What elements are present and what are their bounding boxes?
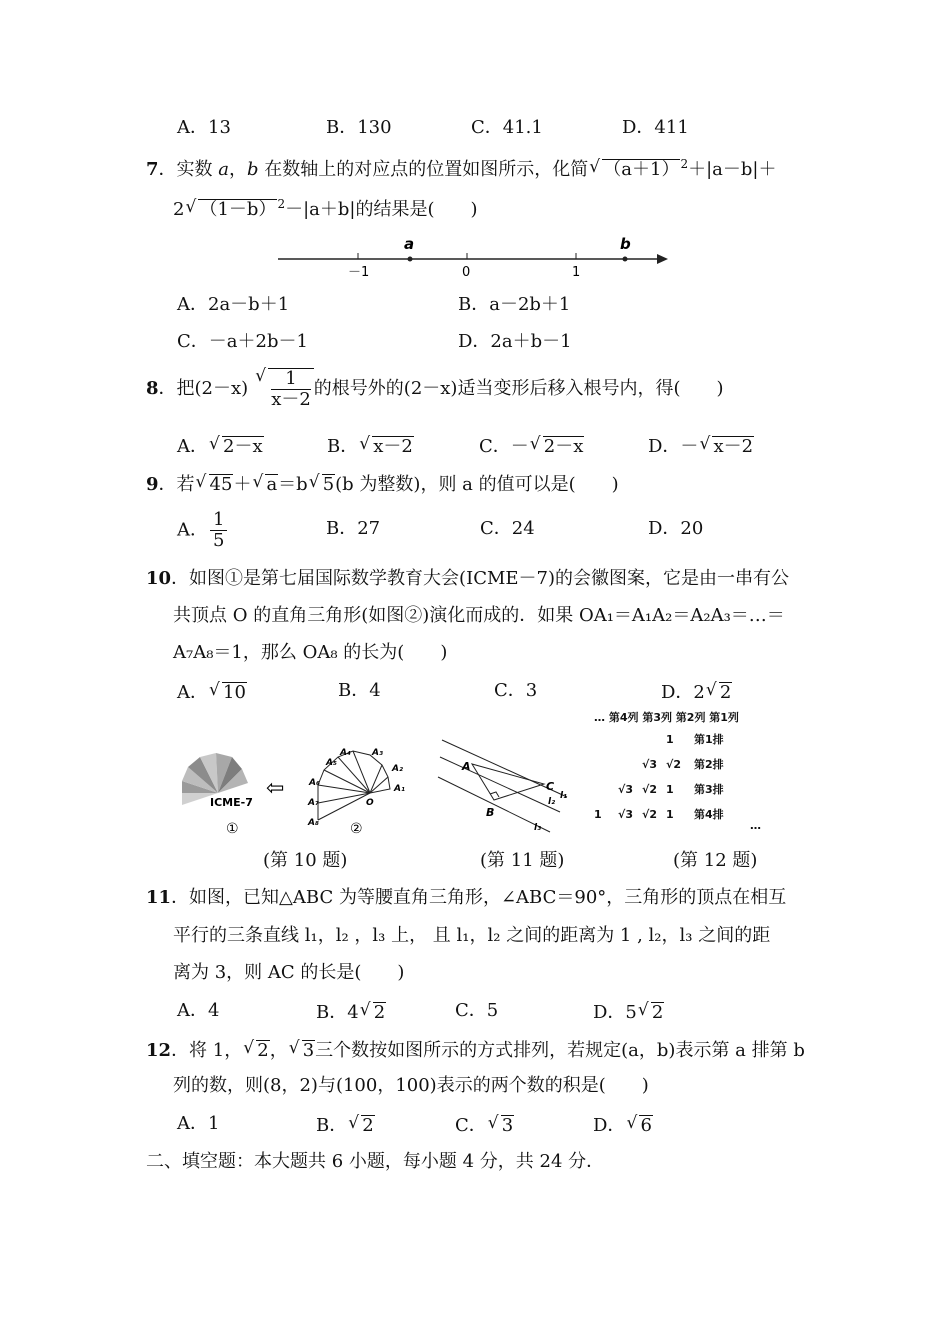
label-l3: l₃ — [534, 823, 542, 833]
q9-stem: 9．若√ 45＋√ a＝b√ 5(b 为整数)，则 a 的值可以是( ) — [146, 474, 619, 495]
tick-label-minus1: －1 — [348, 265, 370, 280]
point-a7: A₇ — [308, 798, 319, 808]
arrow-left-icon: ⇦ — [266, 776, 285, 801]
q7-line2: 2√ $(1-b)^2-|a+b|$的结果是( ) — [173, 198, 478, 220]
tick-label-1: 1 — [572, 265, 581, 280]
q9-option-a: A． $\frac{1}{5}$ — [177, 510, 229, 551]
icme-logo — [182, 753, 253, 809]
q12-option-b: B．√ 2 — [316, 1115, 375, 1136]
q7-option-d: D．2a＋b－1 — [458, 331, 572, 352]
point-a1: A₁ — [394, 784, 405, 794]
q7-option-a: A．2a－b＋1 — [177, 294, 290, 315]
caption-fig12: (第 12 题) — [673, 850, 758, 871]
q11-line2: 平行的三条直线 l₁，l₂ ，l₃ 上， 且 l₁，l₂ 之间的距离为 1 , l₂，l₃ 之间的距 — [173, 925, 771, 946]
point-o: O — [366, 798, 374, 808]
q10-line1: 10．如图①是第七届国际数学教育大会(ICME－7)的会徽图案，它是由一串有公 — [146, 568, 790, 589]
row-label-3: 第3排 — [694, 783, 724, 796]
point-a — [408, 257, 413, 262]
label-l2: l₂ — [548, 797, 556, 807]
q8-option-c: C．－√ 2－x — [479, 436, 584, 457]
q9-option-d: D．20 — [648, 518, 704, 539]
point-a4: A₄ — [340, 748, 351, 758]
q6-option-c: C．41.1 — [471, 117, 543, 138]
q8-option-d: D．－√ x－2 — [648, 436, 754, 457]
q9-option-c: C．24 — [480, 518, 535, 539]
q7-option-b: B．a－2b＋1 — [458, 294, 571, 315]
point-a5: A₅ — [326, 758, 337, 768]
number-line-figure — [270, 234, 680, 284]
label-b: b — [620, 235, 631, 253]
q9-option-b: B．27 — [326, 518, 381, 539]
q12-line1: 12．将 1，√ 2，√ 3三个数按如图所示的方式排列，若规定(a，b)表示第 a 排第 b — [146, 1040, 805, 1061]
row-label-1: 第1排 — [694, 733, 724, 746]
q12-line2: 列的数，则(8，2)与(100，100)表示的两个数的积是( ) — [173, 1075, 649, 1096]
figure-10 — [178, 745, 418, 837]
label-a: a — [404, 235, 415, 253]
q8-option-a: A．√ 2－x — [177, 436, 264, 457]
point-b — [623, 257, 628, 262]
point-a3: A₃ — [372, 748, 383, 758]
row-label-2: 第2排 — [694, 758, 724, 771]
q8-radical: √ $\frac{1}{x-2}$ — [268, 368, 314, 410]
q6-option-a: A．13 — [177, 117, 231, 138]
point-b: B — [486, 806, 495, 819]
figure-12-table: … 第4列 第3列 第2列 第1列 1 第1排 √3 √2 第2排 √3 √2 1 第3排 1 √3 √2 1 第4排 … — [594, 712, 774, 820]
table-header: … 第4列 第3列 第2列 第1列 — [594, 711, 739, 724]
q10-option-b: B．4 — [338, 680, 381, 701]
q12-option-c: C．√ 3 — [455, 1115, 514, 1136]
q11-line1: 11．如图，已知△ABC 为等腰直角三角形，∠ABC＝90°，三角形的顶点在相互 — [146, 887, 787, 908]
q12-option-a: A．1 — [177, 1113, 220, 1134]
icme-text: ICME-7 — [210, 796, 253, 809]
q8-stem: 8．把(2－x) √ $\frac{1}{x-2}$ 的根号外的(2－x)适当变形后移入根号内，得( ) — [146, 368, 724, 410]
q11-option-c: C．5 — [455, 1000, 499, 1021]
caption-fig10: (第 10 题) — [263, 850, 348, 871]
q7-option-c: C．－a＋2b－1 — [177, 331, 308, 352]
section-2-heading: 二、填空题：本大题共 6 小题，每小题 4 分，共 24 分． — [146, 1151, 605, 1172]
point-c: C — [546, 780, 555, 793]
tick-label-0: 0 — [462, 265, 471, 280]
q11-option-d: D．5√ 2 — [593, 1002, 664, 1023]
q12-option-d: D．√ 6 — [593, 1115, 653, 1136]
q7-radical-2: √ （1－b） — [198, 199, 277, 220]
q10-line2: 共顶点 O 的直角三角形(如图②)演化而成的．如果 OA₁＝A₁A₂＝A₂A₃＝…＝ — [173, 605, 785, 626]
row-label-4: 第4排 — [694, 808, 724, 821]
q11-option-a: A．4 — [177, 1000, 220, 1021]
q6-option-b: B．130 — [326, 117, 392, 138]
axis-arrow — [657, 254, 668, 264]
q10-line3: A₇A₈＝1，那么 OA₈ 的长为( ) — [173, 642, 448, 663]
q7-radical-1: √ （a＋1） — [602, 159, 680, 180]
q10-option-a: A．√ 10 — [177, 682, 247, 703]
q7-line1: 7．实数 a，b 在数轴上的对应点的位置如图所示，化简√ $(a+1)^2+|a-b|+$ — [146, 158, 776, 180]
point-a2: A₂ — [392, 764, 403, 774]
figure-11 — [432, 732, 582, 840]
label-l1: l₁ — [560, 791, 568, 801]
q11-option-b: B．4√ 2 — [316, 1002, 386, 1023]
figure-label-1: ① — [226, 821, 239, 837]
point-a6: A₆ — [309, 778, 320, 788]
point-a8: A₈ — [308, 818, 319, 828]
figure-label-2: ② — [350, 821, 363, 837]
q10-option-c: C．3 — [494, 680, 538, 701]
q11-line3: 离为 3，则 AC 的长是( ) — [173, 962, 405, 983]
caption-fig11: (第 11 题) — [480, 850, 565, 871]
point-a: A — [462, 760, 471, 773]
q10-option-d: D．2√ 2 — [661, 682, 732, 703]
q8-option-b: B．√ x－2 — [327, 436, 414, 457]
q6-option-d: D．411 — [622, 117, 689, 138]
